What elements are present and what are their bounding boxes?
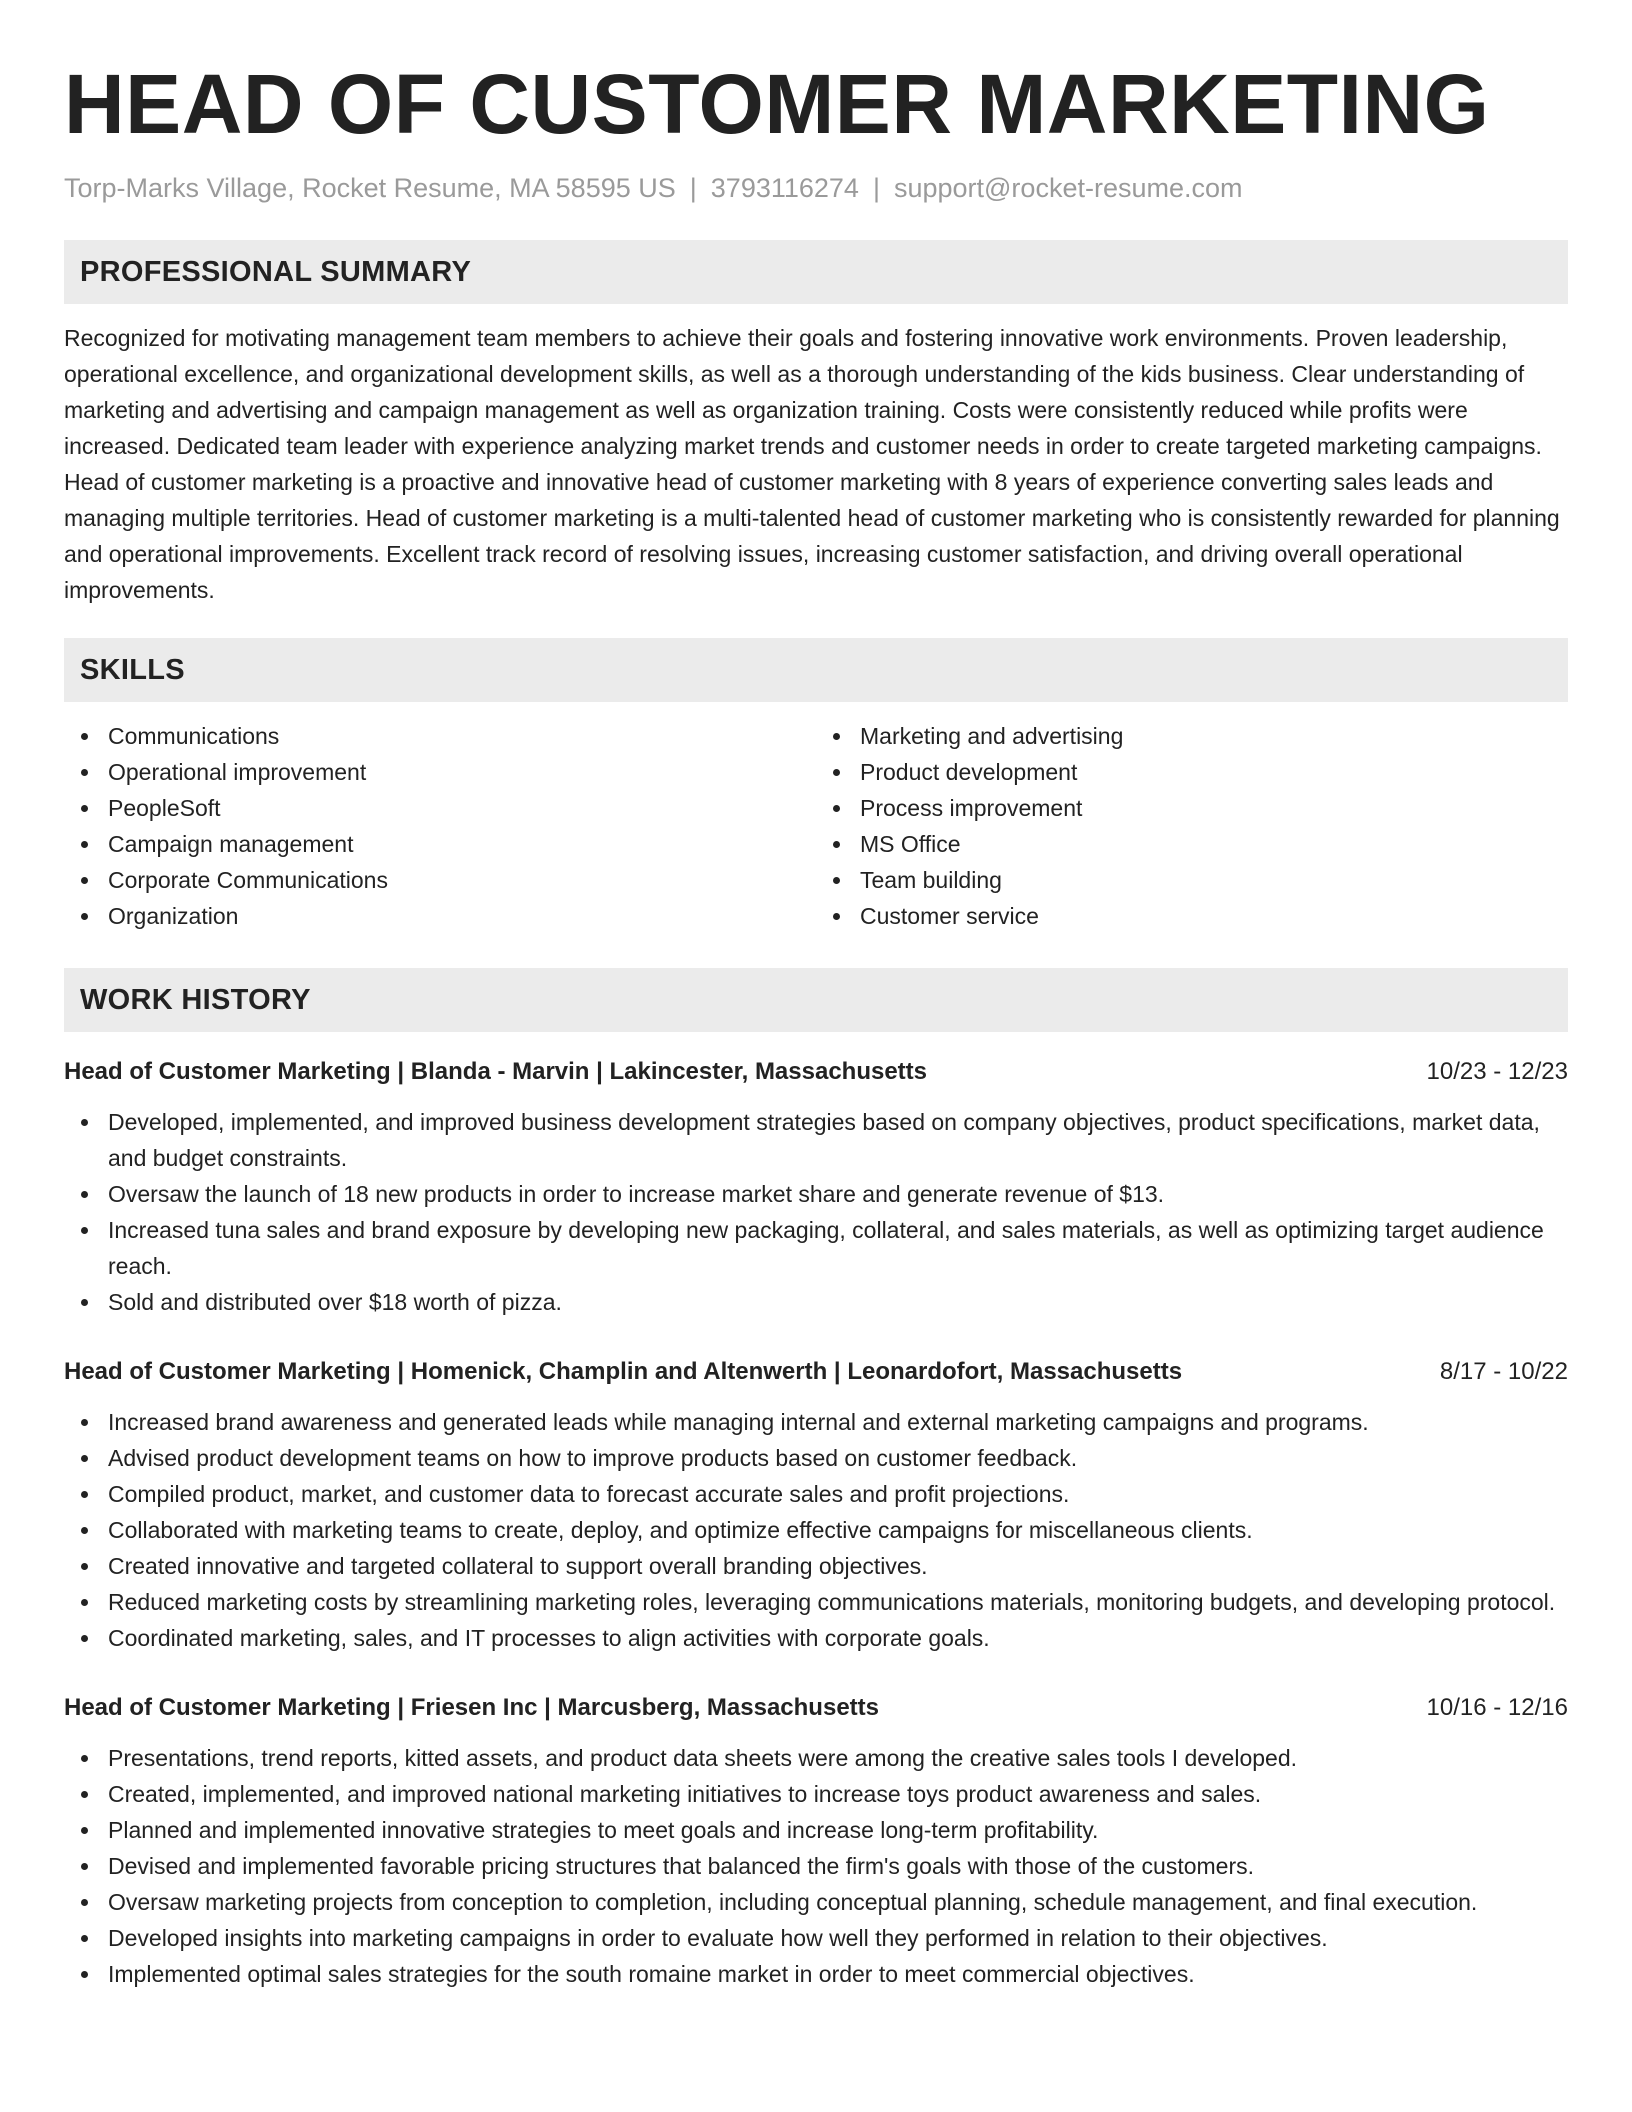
job-bullet: Sold and distributed over $18 worth of pizza. [64, 1284, 1568, 1320]
job-bullets [64, 1104, 1568, 1320]
skill-item: Corporate Communications [64, 862, 816, 898]
skill-item: Campaign management [64, 826, 816, 862]
job-dates: 10/16 - 12/16 [1426, 1694, 1568, 1721]
job-header [64, 1054, 1568, 1090]
job-bullet: Compiled product, market, and customer data to forecast accurate sales and profit projections. [64, 1476, 1568, 1512]
job-bullet: Developed, implemented, and improved business development strategies based on company objectives, product specifications, market data, and budget constraints. [64, 1104, 1568, 1176]
job-title: Head of Customer Marketing | Friesen Inc | Marcusberg, Massachusetts [64, 1694, 879, 1721]
job-bullet: Oversaw the launch of 18 new products in order to increase market share and generate revenue of $13. [64, 1176, 1568, 1212]
job-bullet: Advised product development teams on how to improve products based on customer feedback. [64, 1440, 1568, 1476]
skill-item: Operational improvement [64, 754, 816, 790]
skill-item: Communications [64, 718, 816, 754]
job-bullet: Created, implemented, and improved national marketing initiatives to increase toys product awareness and sales. [64, 1776, 1568, 1812]
job-bullet: Oversaw marketing projects from conception to completion, including conceptual planning, schedule management, and final execution. [64, 1884, 1568, 1920]
candidate-name: HEAD OF CUSTOMER MARKETING [64, 57, 1490, 151]
skills-column-left [64, 718, 816, 934]
job-bullet: Planned and implemented innovative strategies to meet goals and increase long-term profitability. [64, 1812, 1568, 1848]
job-bullet: Reduced marketing costs by streamlining marketing roles, leveraging communications materials, monitoring budgets, and developing protocol. [64, 1584, 1568, 1620]
job-title: Head of Customer Marketing | Blanda - Marvin | Lakincester, Massachusetts [64, 1058, 928, 1085]
contact-address: Torp-Marks Village, Rocket Resume, MA 58595 US [64, 173, 676, 203]
section-heading-summary: PROFESSIONAL SUMMARY [64, 240, 1568, 304]
job-entry [64, 1354, 1568, 1656]
skill-item: Marketing and advertising [816, 718, 1568, 754]
contact-separator: | [689, 173, 697, 203]
job-header [64, 1690, 1568, 1726]
skill-item: Process improvement [816, 790, 1568, 826]
skills-list [64, 718, 1568, 934]
job-bullet: Collaborated with marketing teams to create, deploy, and optimize effective campaigns for miscellaneous clients. [64, 1512, 1568, 1548]
job-entry [64, 1690, 1568, 1992]
job-header [64, 1354, 1568, 1390]
job-title: Head of Customer Marketing | Homenick, Champlin and Altenwerth | Leonardofort, Massachusetts [64, 1358, 1183, 1385]
job-entry [64, 1054, 1568, 1320]
job-bullet: Presentations, trend reports, kitted assets, and product data sheets were among the creative sales tools I developed. [64, 1740, 1568, 1776]
skill-item: Product development [816, 754, 1568, 790]
job-bullets [64, 1404, 1568, 1656]
summary-text: Recognized for motivating management team members to achieve their goals and fostering innovative work environments. Proven leadership, operational excellence, and organizational development skills, as well as a thorough understanding of the kids business. Clear understanding of marketing and advertising and campaign management as well as organization training. Costs were consistently reduced while profits were increased. Dedicated team leader with experience analyzing market trends and customer needs in order to create targeted marketing campaigns. Head of customer marketing is a proactive and innovative head of customer marketing with 8 years of experience converting sales leads and managing multiple territories. Head of customer marketing is a multi-talented head of customer marketing who is consistently rewarded for planning and operational improvements. Excellent track record of resolving issues, increasing customer satisfaction, and driving overall operational improvements. [64, 325, 1560, 603]
job-bullet: Coordinated marketing, sales, and IT processes to align activities with corporate goals. [64, 1620, 1568, 1656]
contact-phone: 3793116274 [710, 173, 859, 203]
contact-line [64, 170, 1568, 206]
job-bullet: Increased brand awareness and generated leads while managing internal and external marketing campaigns and programs. [64, 1404, 1568, 1440]
job-dates: 10/23 - 12/23 [1426, 1058, 1568, 1085]
job-bullet: Implemented optimal sales strategies for the south romaine market in order to meet commercial objectives. [64, 1956, 1568, 1992]
skill-item: Organization [64, 898, 816, 934]
job-bullet: Developed insights into marketing campaigns in order to evaluate how well they performed in relation to their objectives. [64, 1920, 1568, 1956]
job-dates: 8/17 - 10/22 [1439, 1358, 1568, 1385]
contact-separator: | [872, 173, 880, 203]
job-bullet: Devised and implemented favorable pricing structures that balanced the firm's goals with those of the customers. [64, 1848, 1568, 1884]
skill-item: MS Office [816, 826, 1568, 862]
section-heading-skills: SKILLS [64, 638, 1568, 702]
skill-item: Team building [816, 862, 1568, 898]
job-bullet: Increased tuna sales and brand exposure by developing new packaging, collateral, and sales materials, as well as optimizing target audience reach. [64, 1212, 1568, 1284]
skill-item: PeopleSoft [64, 790, 816, 826]
section-heading-work-history: WORK HISTORY [64, 968, 1568, 1032]
skill-item: Customer service [816, 898, 1568, 934]
job-bullets [64, 1740, 1568, 1992]
skills-column-right [816, 718, 1568, 934]
job-bullet: Created innovative and targeted collateral to support overall branding objectives. [64, 1548, 1568, 1584]
contact-email[interactable]: support@rocket-resume.com [893, 173, 1243, 203]
